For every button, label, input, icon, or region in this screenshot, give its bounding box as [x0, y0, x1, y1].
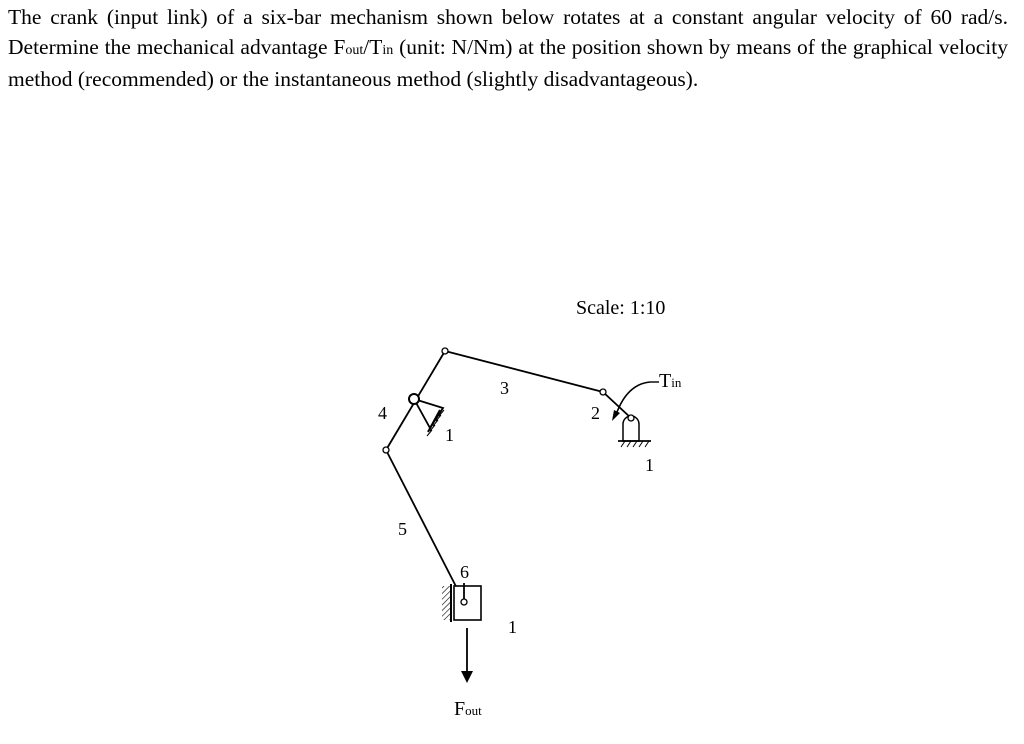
ground-pivot-left: [409, 394, 444, 436]
force-label-main: F: [454, 698, 466, 720]
torque-arrow: [612, 382, 659, 421]
problem-text-part1: The crank (input link) of a six-bar mechanism shown below rotates at a constant angular velocity of 60 rad/s. Determine the mechanical advantage F: [8, 5, 1014, 59]
force-label: [454, 700, 482, 720]
link-3: [445, 351, 603, 392]
torque-label-sub: in: [671, 375, 682, 390]
scale-label: Scale: 1:10: [576, 297, 666, 319]
ground-pivot-right: [618, 415, 651, 447]
problem-slash-t: /T: [363, 34, 383, 59]
tin-subscript: in: [382, 42, 394, 58]
slider-block-6: [442, 583, 481, 622]
torque-label: [659, 372, 681, 392]
joint-3-2: [600, 389, 606, 395]
torque-label-main: T: [659, 370, 672, 392]
label-link-6: 6: [460, 562, 469, 582]
fout-subscript: out: [345, 42, 364, 58]
label-link-2: 2: [591, 403, 600, 423]
problem-text-part2: (unit: N/Nm) at the position shown by means of the graphical velocity method (recommended) or the instantaneous method (slightly disadvantageous).: [8, 34, 1014, 91]
output-force-arrow: [461, 628, 473, 683]
joint-4-3: [442, 348, 448, 354]
label-link-3: 3: [500, 378, 509, 398]
joint-4-5: [383, 447, 389, 453]
label-ground-right: 1: [645, 455, 654, 475]
label-ground-bottom: 1: [508, 617, 517, 637]
label-link-5: 5: [398, 519, 407, 539]
label-link-4: 4: [378, 403, 387, 423]
force-label-sub: out: [465, 703, 482, 718]
label-ground-left: 1: [445, 425, 454, 445]
